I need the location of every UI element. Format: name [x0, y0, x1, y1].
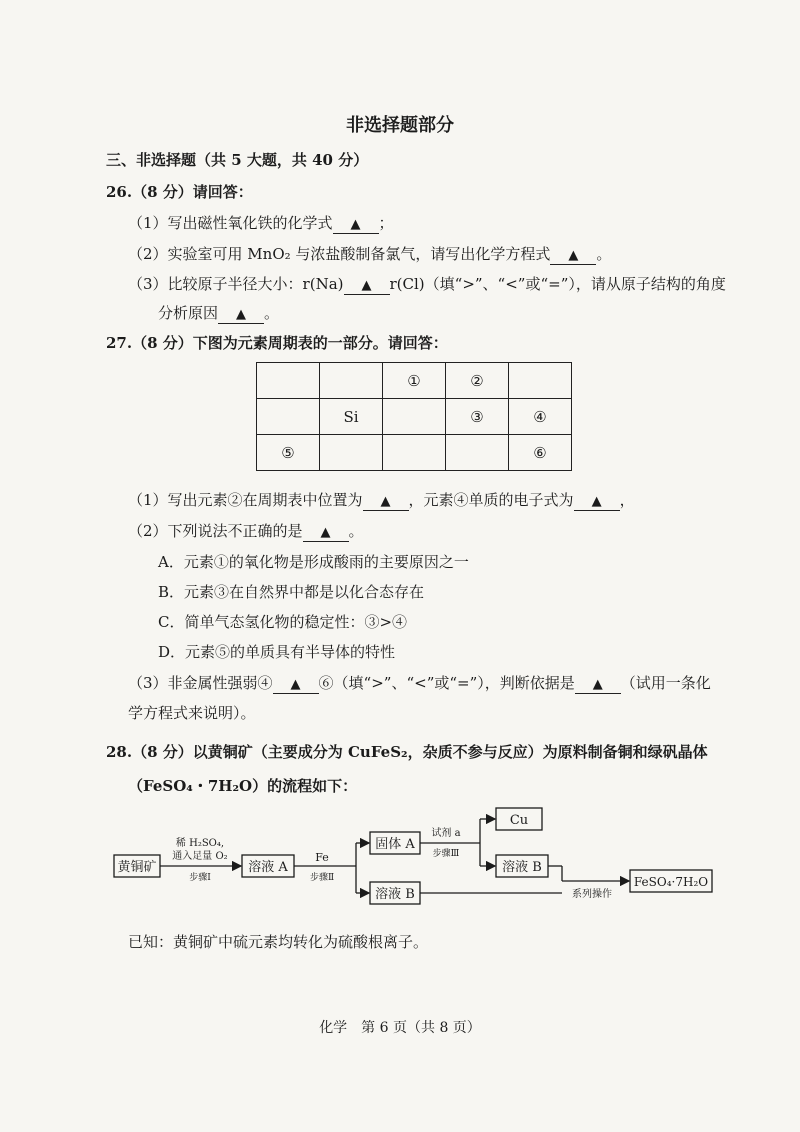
- table-row: [257, 363, 572, 399]
- q26-part1-text: （1）写出磁性氧化铁的化学式: [128, 214, 333, 232]
- table-cell: [257, 399, 320, 435]
- solution-b-upper-label: 溶液 B: [502, 860, 542, 875]
- q26-part2: [128, 244, 611, 265]
- answer-blank: ▲: [574, 494, 620, 511]
- q26-part1-end: ；: [378, 214, 394, 232]
- table-row: [257, 399, 572, 435]
- table-cell: [446, 435, 509, 471]
- solution-b-lower-label: 溶液 B: [375, 887, 415, 902]
- solid-a-label: 固体 A: [375, 837, 415, 852]
- cu-label: Cu: [509, 813, 529, 828]
- table-cell: [257, 363, 320, 399]
- step2-label: 步骤Ⅱ: [309, 873, 335, 883]
- answer-blank: ▲: [575, 677, 621, 694]
- q28-line1: 28.（8 分）以黄铜矿（主要成分为 CuFeS₂，杂质不参与反应）为原料制备铜和绿矾晶体: [106, 743, 708, 761]
- table-cell: [383, 435, 446, 471]
- solution-a-label: 溶液 A: [248, 860, 288, 875]
- ore-label: 黄铜矿: [117, 860, 157, 875]
- page-footer: 化学 第 6 页（共 8 页）: [319, 1020, 481, 1036]
- q27-heading: 27.（8 分）下图为元素周期表的一部分。请回答：: [106, 334, 448, 352]
- table-cell: ③: [446, 399, 509, 435]
- known-note: 已知：黄铜矿中硫元素均转化为硫酸根离子。: [128, 933, 429, 951]
- q26-part3-line2: [158, 303, 279, 324]
- q27-part3-line2: 学方程式来说明）。: [128, 704, 256, 722]
- answer-blank: ▲: [303, 525, 349, 542]
- q27-part1-end: ，: [619, 491, 635, 509]
- option-b: B．元素③在自然界中都是以化合态存在: [158, 583, 425, 601]
- q26-part2-text: （2）实验室可用 MnO₂ 与浓盐酸制备氯气，请写出化学方程式: [128, 245, 551, 263]
- answer-blank: ▲: [344, 278, 390, 295]
- option-c: C．简单气态氢化物的稳定性：③>④: [158, 613, 408, 631]
- q27-part1-text: （1）写出元素②在周期表中位置为: [128, 491, 363, 509]
- series-label: 系列操作: [572, 889, 612, 900]
- q27-part3-text3: （试用一条化: [620, 674, 711, 692]
- table-cell: Si: [320, 399, 383, 435]
- q27-part1: [128, 490, 635, 511]
- q26-part1: [128, 213, 394, 234]
- q27-part1-text2: ，元素④单质的电子式为: [408, 491, 574, 509]
- q26-heading: 26.（8 分）请回答：: [106, 183, 253, 201]
- option-a: A．元素①的氧化物是形成酸雨的主要原因之一: [158, 553, 469, 571]
- answer-blank: ▲: [333, 217, 379, 234]
- process-flowchart: [100, 800, 720, 910]
- q28-line2: （FeSO₄・7H₂O）的流程如下：: [128, 777, 358, 795]
- fe-label: Fe: [315, 851, 329, 864]
- answer-blank: ▲: [273, 677, 319, 694]
- table-cell: [383, 399, 446, 435]
- table-cell: ⑥: [509, 435, 572, 471]
- table-cell: ②: [446, 363, 509, 399]
- periodic-table: [256, 362, 572, 471]
- q26-part3-reason: 分析原因: [158, 304, 219, 322]
- reagent1-label: 稀 H₂SO₄,: [175, 838, 225, 849]
- answer-blank: ▲: [218, 307, 264, 324]
- q27-part2-text: （2）下列说法不正确的是: [128, 522, 303, 540]
- answer-blank: ▲: [363, 494, 409, 511]
- page-title: 非选择题部分: [346, 115, 454, 136]
- step3-label: 步骤Ⅲ: [432, 849, 460, 859]
- table-cell: ④: [509, 399, 572, 435]
- q27-part3-text: （3）非金属性强弱④: [128, 674, 273, 692]
- step1-label: 步骤Ⅰ: [189, 873, 211, 883]
- table-cell: [509, 363, 572, 399]
- reagent1b-label: 通入足量 O₂: [172, 851, 228, 862]
- table-cell: ①: [383, 363, 446, 399]
- q27-part3: [128, 673, 711, 694]
- q27-part2-end: 。: [348, 522, 364, 540]
- q26-part3: [128, 274, 726, 295]
- q26-part3-end: 。: [264, 304, 280, 322]
- answer-blank: ▲: [550, 248, 596, 265]
- table-cell: [320, 363, 383, 399]
- q26-part3-text2: r(Cl)（填“>”、“<”或“=”），请从原子结构的角度: [389, 275, 726, 293]
- q26-part2-end: 。: [596, 245, 612, 263]
- table-cell: ⑤: [257, 435, 320, 471]
- q27-part2: [128, 521, 364, 542]
- product-label: FeSO₄·7H₂O: [633, 875, 709, 889]
- option-d: D．元素⑤的单质具有半导体的特性: [158, 643, 396, 661]
- q26-part3-text: （3）比较原子半径大小：r(Na): [128, 275, 344, 293]
- q27-part3-text2: ⑥（填“>”、“<”或“=”），判断依据是: [318, 674, 575, 692]
- table-cell: [320, 435, 383, 471]
- section-heading: 三、非选择题（共 5 大题，共 40 分）: [106, 151, 369, 169]
- reagent-a-label: 试剂 a: [431, 828, 461, 839]
- table-row: [257, 435, 572, 471]
